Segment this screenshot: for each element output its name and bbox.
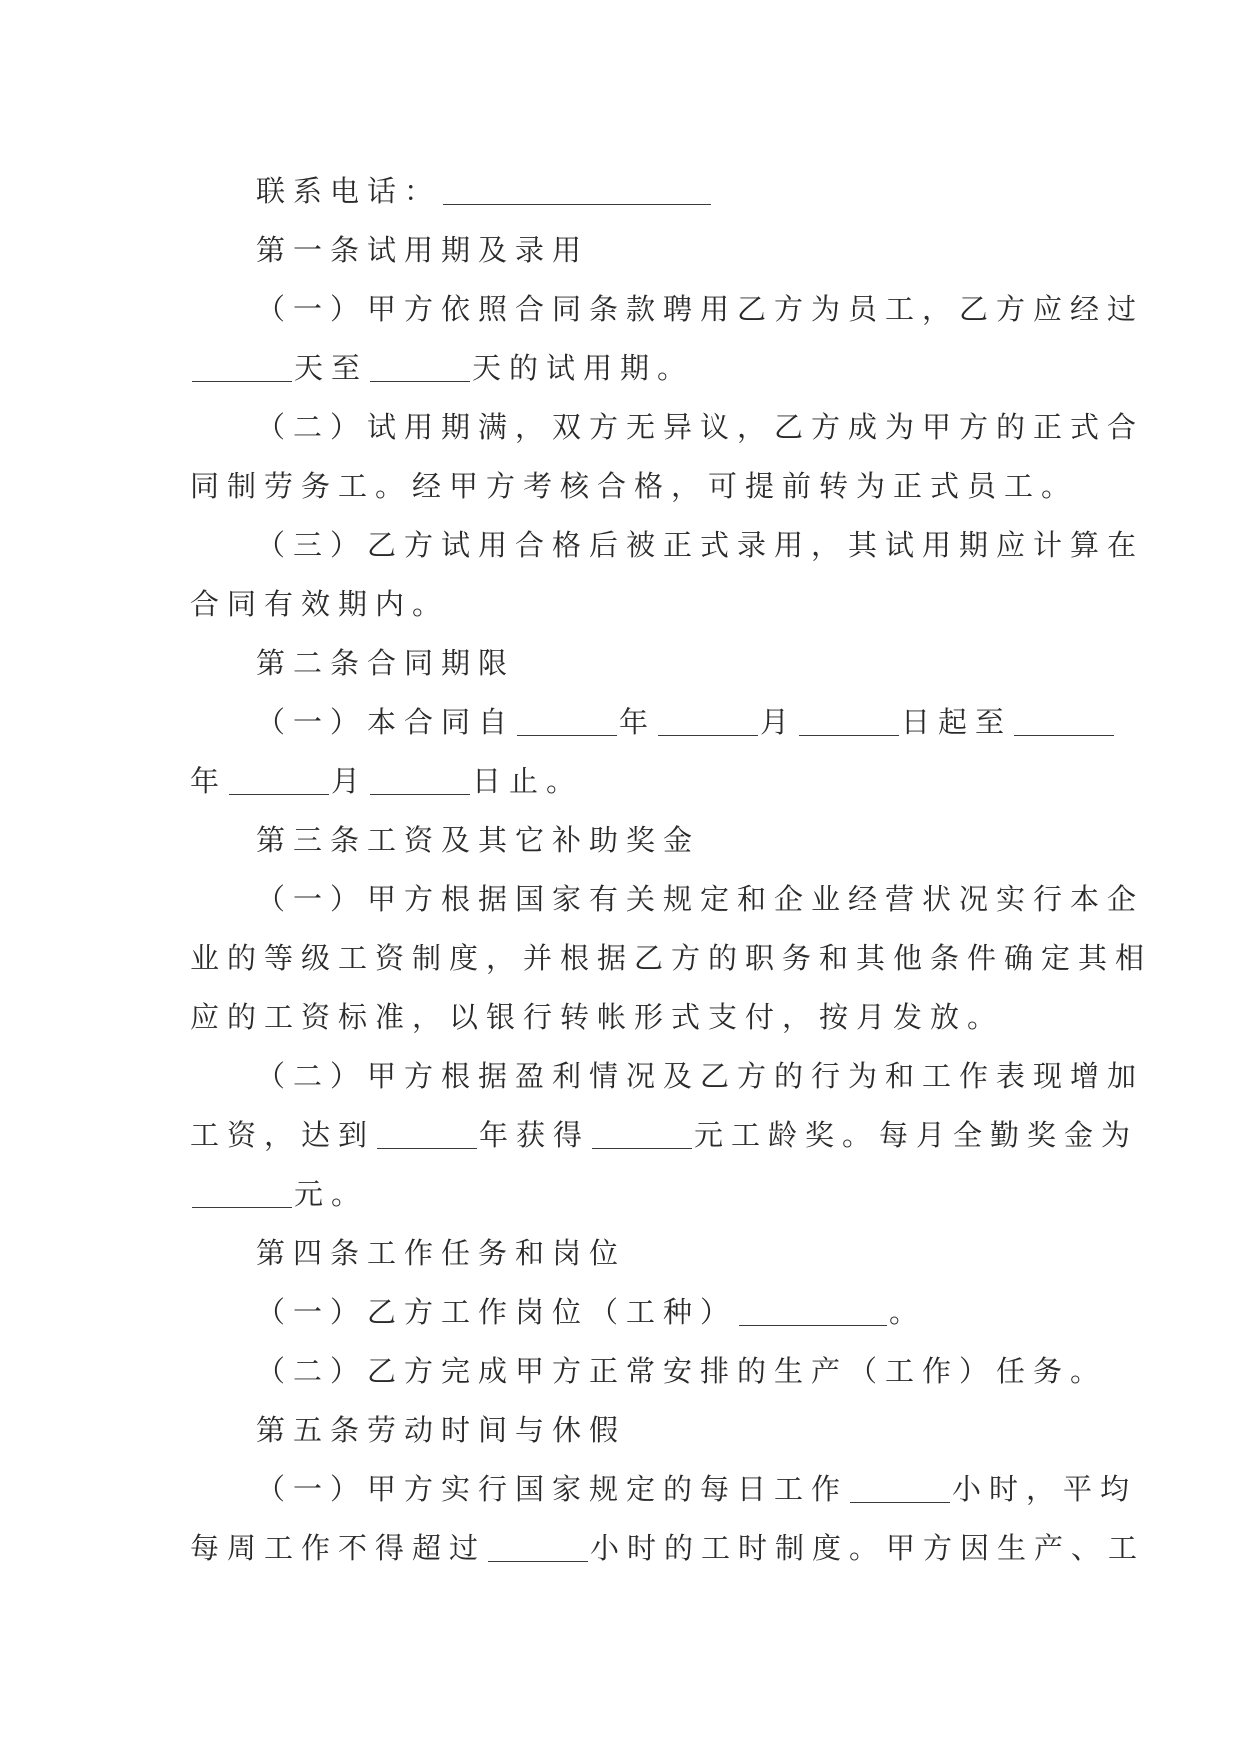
paragraph-line: 每周工作不得超过 小时的工时制度。甲方因生产、工: [190, 1531, 1146, 1565]
start-day-blank[interactable]: [799, 705, 899, 736]
end-day-blank[interactable]: [370, 764, 470, 795]
start-month-blank[interactable]: [658, 705, 758, 736]
contract-text: [190, 162, 1153, 1578]
paragraph-line: （二）试用期满，双方无异议，乙方成为甲方的正式合: [256, 410, 1145, 444]
weekly-hours-blank[interactable]: [488, 1531, 588, 1562]
phone-label: 联系电话：: [256, 174, 442, 208]
paragraph-line: （一）本合同自 年 月 日起至: [190, 693, 1062, 752]
paragraph-line: （一）乙方工作岗位（工种） 。: [256, 1295, 927, 1329]
paragraph-line: 年 月 日止。: [190, 764, 584, 798]
paragraph-line: （一）甲方实行国家规定的每日工作 小时，平均: [256, 1472, 1138, 1506]
article-heading: 第二条合同期限: [256, 646, 516, 680]
paragraph-line: （二）甲方根据盈利情况及乙方的行为和工作表现增加: [256, 1059, 1145, 1093]
end-year-blank[interactable]: [1014, 705, 1114, 736]
seniority-years-blank[interactable]: [377, 1118, 477, 1149]
phone-blank[interactable]: [443, 174, 711, 205]
article-heading: 第五条劳动时间与休假: [256, 1413, 627, 1447]
paragraph-line: （一）甲方根据国家有关规定和企业经营状况实行本企: [256, 882, 1145, 916]
trial-max-days-blank[interactable]: [370, 351, 470, 382]
article-heading: 第四条工作任务和岗位: [256, 1236, 627, 1270]
phone-line: [190, 162, 1062, 221]
paragraph-line: 合同有效期内。: [190, 587, 450, 621]
paragraph-line: 业的等级工资制度，并根据乙方的职务和其他条件确定其相: [190, 941, 1153, 975]
paragraph-line: （一）甲方依照合同条款聘用乙方为员工，乙方应经过: [256, 292, 1145, 326]
seniority-bonus-blank[interactable]: [592, 1118, 692, 1149]
article-heading: 第三条工资及其它补助奖金: [256, 823, 701, 857]
attendance-bonus-blank[interactable]: [192, 1177, 292, 1208]
paragraph-line: 应的工资标准，以银行转帐形式支付，按月发放。: [190, 1000, 1005, 1034]
paragraph-line: 天至 天的试用期。: [190, 339, 1062, 398]
start-year-blank[interactable]: [517, 705, 617, 736]
paragraph-line: （三）乙方试用合格后被正式录用，其试用期应计算在: [256, 528, 1145, 562]
paragraph-line: （二）乙方完成甲方正常安排的生产（工作）任务。: [256, 1354, 1108, 1388]
paragraph-line: 元。: [190, 1165, 1062, 1224]
trial-min-days-blank[interactable]: [192, 351, 292, 382]
article-heading: 第一条试用期及录用: [256, 233, 590, 267]
paragraph-line: 同制劳务工。经甲方考核合格，可提前转为正式员工。: [190, 469, 1079, 503]
daily-hours-blank[interactable]: [850, 1472, 950, 1503]
paragraph-line: 工资，达到 年获得 元工龄奖。每月全勤奖金为: [190, 1118, 1139, 1152]
job-position-blank[interactable]: [739, 1295, 887, 1326]
end-month-blank[interactable]: [229, 764, 329, 795]
